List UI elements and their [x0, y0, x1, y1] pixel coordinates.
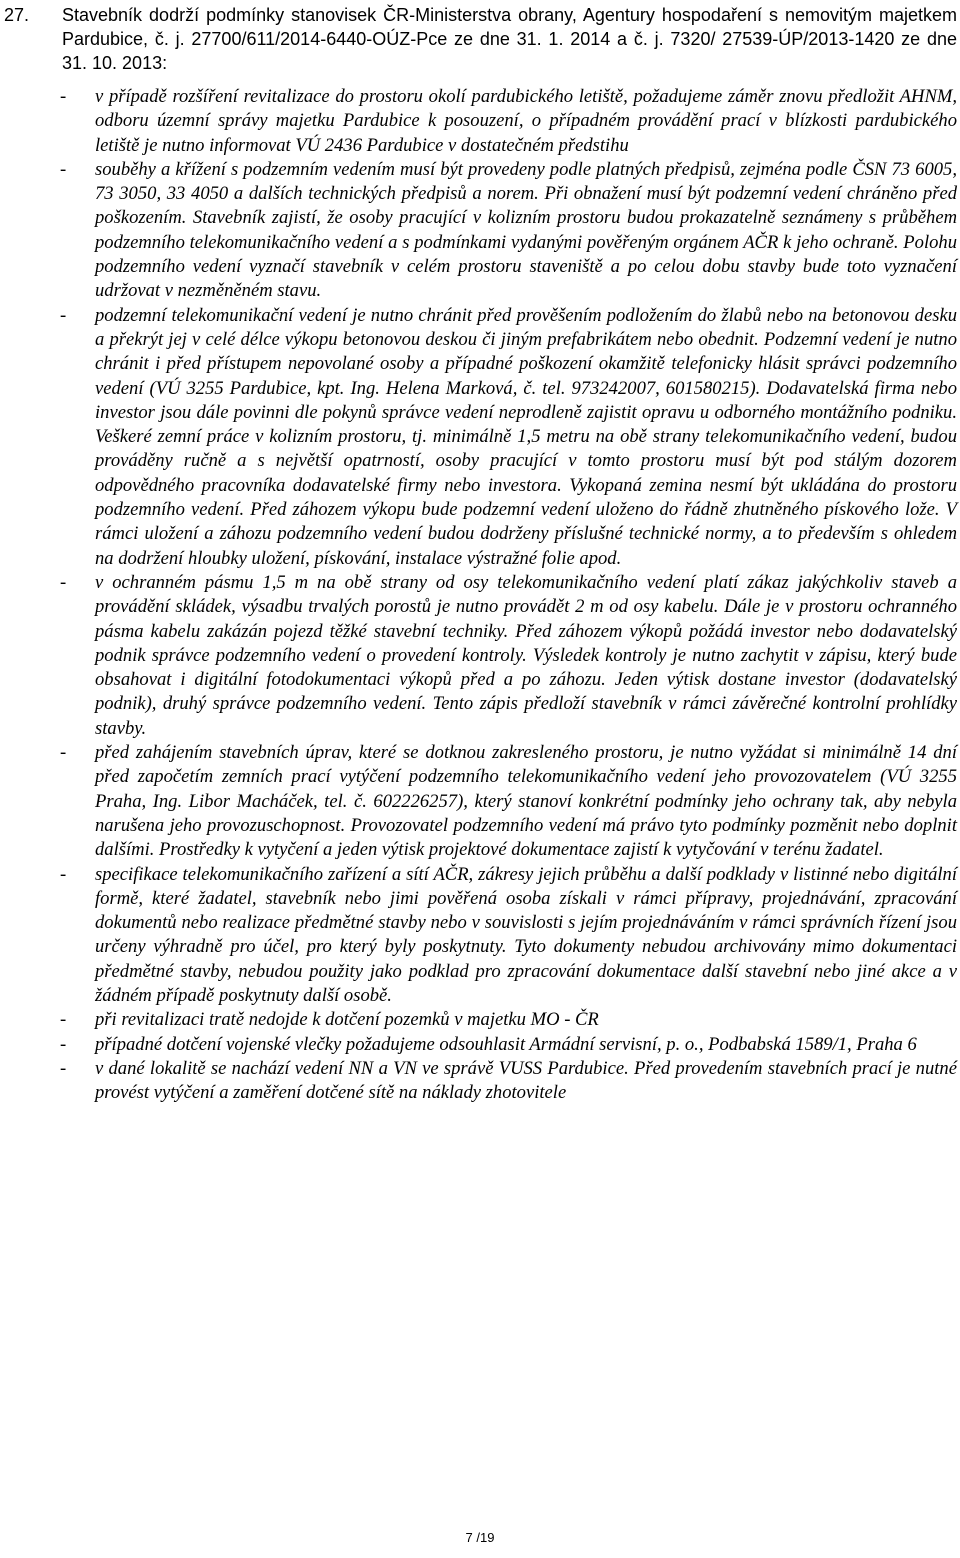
page-number: 7 /19 [465, 1530, 495, 1545]
list-item [0, 571, 957, 741]
list-bullet: - [60, 86, 67, 107]
list-item [0, 741, 957, 862]
list-item-text: před zahájením stavebních úprav, které se dotknou zakresleného prostoru, je nutno vyžádat si minimálně 14 dní před započetím zemních prací vytýčení podzemního telekomunikačního vedení jeho provozovatelem (VÚ 3255 Praha, Ing. Libor Macháček, tel. č. 602226257), který stanoví konkrétní podmínky jeho ochrany tak, aby nebyla narušena jeho provozuschopnost. Provozovatel podzemního vedení má právo tyto podmínky pozměnit nebo doplnit dalšími. Prostředky k vytyčení a jeden výtisk projektové dokumentace zajistí k vytyčování v terénu žadatel. [95, 742, 957, 861]
list-bullet: - [60, 863, 67, 885]
list-bullet: - [60, 1009, 67, 1031]
list-item-text: v dané lokalitě se nachází vedení NN a VN ve správě VUSS Pardubice. Před provedením stavebních prací je nutné provést vytýčení a zaměření dotčené sítě na náklady zhotovitele [95, 1057, 957, 1104]
list-item [0, 158, 957, 304]
list-item-text: případné dotčení vojenské vlečky požadujeme odsouhlasit Armádní servisní, p. o., Podbabská 1589/1, Praha 6 [95, 1033, 917, 1055]
list-item-text: souběhy a křížení s podzemním vedením musí být provedeny podle platných předpisů, zejména podle ČSN 73 6005, 73 3050, 33 4050 a dalších technických předpisů a norem. Při obnažení musí být podzemní vedení chráněno před poškozením. Stavebník zajistí, že osoby pracující v kolizním prostoru budou prokazatelně seznámeny s průběhem podzemního telekomunikačního vedení a s podmínkami vydanými pověřeným orgánem AČR k jeho ochraně. Polohu podzemního vedení vyznačí stavebník v celém prostoru staveniště a po celou dobu stavby bude toto vyznačení udržovat v nezměněném stavu. [95, 158, 957, 302]
list-item-text: v případě rozšíření revitalizace do prostoru okolí pardubického letiště, požadujeme záměr znovu předložit AHNM, odboru územní správy majetku Pardubice k posouzení, o případném provádění prací v blízkosti pardubického letiště je nutno informovat VÚ 2436 Pardubice v dostatečném předstihu [95, 86, 957, 156]
list-item [0, 1008, 957, 1032]
list-item-text: specifikace telekomunikačního zařízení a sítí AČR, zákresy jejich průběhu a další podklady v listinné nebo digitální formě, které žadatel, stavebník nebo jimi pověřená osoba získali v rámci přípravy, projednávání, zpracování dokumentů nebo realizace předmětné stavby nebo v souvislosti s jejím projednáváním v rámci správních řízení jsou určeny výhradně pro účel, pro který byly poskytnuty. Tyto dokumenty nebudou archivovány mimo dokumentaci předmětné stavby, nebudou použity jako podklad pro zpracování dokumentace další stavební nebo jiné akce a v žádném případě poskytnuty další osobě. [95, 863, 957, 1006]
section-number: 27. [4, 5, 30, 25]
condition-list [0, 85, 960, 1105]
list-item-text: při revitalizaci tratě nedojde k dotčení pozemků v majetku MO - ČR [95, 1009, 599, 1031]
section-heading-text: Stavebník dodrží podmínky stanovisek ČR-Ministerstva obrany, Agentury hospodaření s nemovitým majetkem Pardubice, č. j. 27700/611/2014-6440-OÚZ-Pce ze dne 31. 1. 2014 a č. j. 7320/ 27539-ÚP/2013-1420 ze dne 31. 10. 2013: [62, 5, 957, 73]
list-item-text: podzemní telekomunikační vedení je nutno chránit před prověšením podložením do žlabů nebo na betonovou desku a překrýt jej v celé délce výkopu betonovou deskou či jiným prefabrikátem nebo obednit. Podzemní vedení je nutno chránit i před přístupem nepovolané osoby a případné poškození okamžitě telefonicky hlásit správci podzemního vedení (VÚ 3255 Pardubice, kpt. Ing. Helena Marková, č. tel. 973242007, 601580215). Dodavatelská firma nebo investor jsou dále povinni dle pokynů správce vedení neprodleně zajistit opravu u odborného montážního podniku. Veškeré zemní práce v kolizním prostoru, tj. minimálně 1,5 metru na obě strany telekomunikačního vedení, budou prováděny ručně a s největší opatrností, osoby pracující v tomto prostoru musí být pod stálým dozorem odpovědného pracovníka dodavatelské firmy nebo investora. Vykopaná zemina nesmí být ukládána do prostoru podzemního vedení. Před záhozem výkopu bude podzemní vedení uloženo do řádně zhutněného pískového lože. V rámci uložení a záhozu podzemního vedení budou dodrženy příslušné technické normy, a to především s ohledem na dodržení hloubky uložení, pískování, instalace výstražné folie apod. [95, 304, 957, 569]
list-item [0, 85, 957, 158]
list-bullet: - [60, 1033, 67, 1055]
list-bullet: - [60, 742, 67, 764]
list-bullet: - [60, 571, 67, 593]
list-item [0, 1033, 957, 1057]
list-item [0, 304, 957, 571]
list-item-text: v ochranném pásmu 1,5 m na obě strany od osy telekomunikačního vedení platí zákaz jakýchkoliv staveb a provádění skládek, výsadbu trvalých porostů je nutno provádět 2 m od osy kabelu. Dále je v prostoru ochranného pásma kabelu zakázán pojezd těžké stavební techniky. Před záhozem výkopů požádá investor nebo dodavatelský podnik správce podzemního vedení o provedení kontroly. Výsledek kontroly je nutno zachytit v zápisu, který bude obsahovat i digitální fotodokumentaci výkopů před a po záhozu. Jeden výtisk dostane investor (dodavatelský podnik), druhý správce podzemního vedení. Tento zápis předloží stavebník v rámci závěrečné kontrolní prohlídky stavby. [95, 571, 957, 739]
list-bullet: - [60, 158, 67, 180]
list-bullet: - [60, 1057, 67, 1079]
list-item [0, 863, 957, 1009]
list-bullet: - [60, 304, 67, 326]
list-item [0, 1057, 957, 1106]
